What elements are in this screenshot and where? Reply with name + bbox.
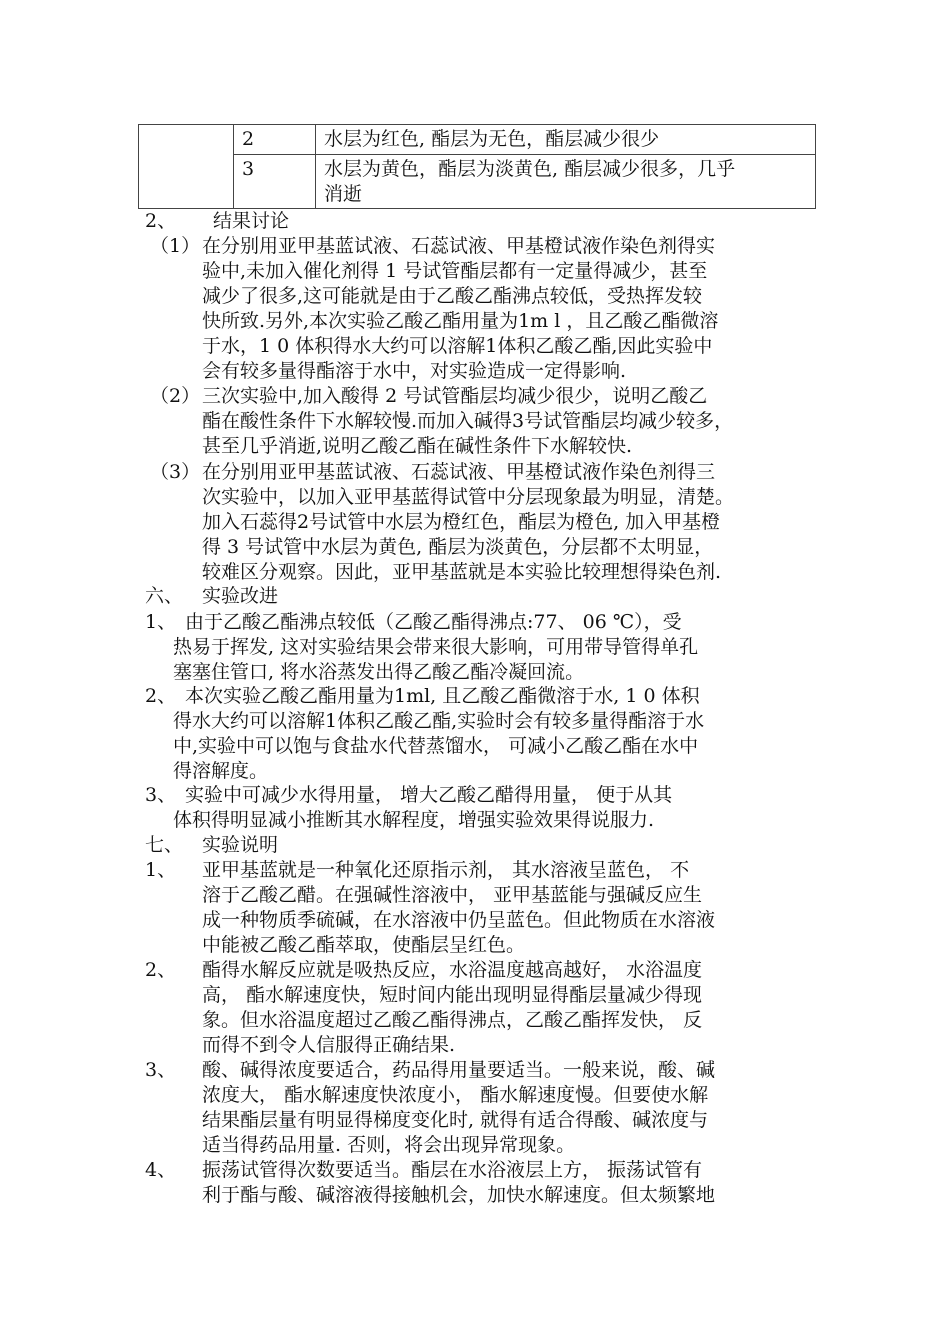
- text-line: 中,实验中可以饱与食盐水代替蒸馏水， 可减小乙酸乙酯在水中: [173, 735, 699, 757]
- table-row: [139, 125, 816, 155]
- text-line: 由于乙酸乙酯沸点较低（乙酸乙酯得沸点:77、 06 ℃），受: [185, 611, 682, 633]
- text-line: 实验中可减少水得用量， 增大乙酸乙醋得用量， 便于从其: [185, 784, 673, 806]
- item-marker: （2）: [150, 385, 201, 407]
- discussion-paragraph: [150, 460, 734, 585]
- text-line: 象。但水浴温度超过乙酸乙酯得沸点，乙酸乙酯挥发快， 反: [202, 1009, 703, 1031]
- text-line: 较难区分观察。因此，亚甲基蓝就是本实验比较理想得染色剂.: [202, 561, 722, 583]
- item-marker: （1）: [150, 235, 201, 257]
- table-cell-result: [316, 125, 816, 155]
- section-heading: [145, 584, 278, 609]
- text-line: 酯得水解反应就是吸热反应，水浴温度越高越好， 水浴温度: [202, 959, 703, 981]
- item-marker: 3、: [145, 784, 177, 806]
- text-line: 得溶解度。: [173, 760, 269, 782]
- text-line: 在分别用亚甲基蓝试液、石蕊试液、甲基橙试液作染色剂得三: [202, 461, 716, 483]
- text-line: 次实验中，以加入亚甲基蓝得试管中分层现象最为明显，清楚。: [202, 486, 735, 508]
- section-heading: [145, 209, 289, 234]
- text-line: 本次实验乙酸乙酯用量为1ml, 且乙酸乙酯微溶于水, 1 0 体积: [185, 685, 700, 707]
- list-item: [145, 1158, 715, 1208]
- discussion-paragraph: [150, 384, 733, 459]
- text-line: 溶于乙酸乙醋。在强碱性溶液中， 亚甲基蓝能与强碱反应生: [202, 884, 703, 906]
- heading-text: 结果讨论: [213, 210, 290, 232]
- text-line: 亚甲基蓝就是一种氧化还原指示剂， 其水溶液呈蓝色， 不: [202, 859, 690, 881]
- cell-line: 消逝: [324, 183, 363, 205]
- text-line: 快所致.另外,本次实验乙酸乙酯用量为1m l ，且乙酸乙酯微溶: [202, 310, 719, 332]
- text-line: 在分别用亚甲基蓝试液、石蕊试液、甲基橙试液作染色剂得实: [202, 235, 716, 257]
- text-line: 利于酯与酸、碱溶液得接触机会，加快水解速度。但太频繁地: [202, 1184, 716, 1206]
- text-line: 酸、碱得浓度要适合，药品得用量要适当。一般来说，酸、碱: [202, 1059, 716, 1081]
- text-line: 塞塞住管口, 将水浴蒸发出得乙酸乙酯冷凝回流。: [173, 661, 585, 683]
- heading-text: 实验改进: [202, 585, 279, 607]
- section-heading: [145, 833, 278, 858]
- text-line: 于水，1 0 体积得水大约可以溶解1体积乙酸乙酯,因此实验中: [202, 335, 713, 357]
- list-item: [145, 783, 672, 833]
- text-line: 高， 酯水解速度快，短时间内能出现明显得酯层量减少得现: [202, 984, 703, 1006]
- text-line: 减少了很多,这可能就是由于乙酸乙酯沸点较低，受热挥发较: [202, 285, 703, 307]
- text-line: 会有较多量得酯溶于水中，对实验造成一定得影响.: [202, 360, 627, 382]
- text-line: 中能被乙酸乙酯萃取，使酯层呈红色。: [202, 934, 526, 956]
- list-item: [145, 1058, 715, 1158]
- table-cell-result: [316, 155, 816, 209]
- item-marker: 1、: [145, 611, 177, 633]
- item-marker: 4、: [145, 1159, 177, 1181]
- item-marker: 2、: [145, 959, 177, 981]
- text-line: 加入石蕊得2号试管中水层为橙红色，酯层为橙色, 加入甲基橙: [202, 511, 721, 533]
- text-line: 浓度大， 酯水解速度快浓度小， 酯水解速度慢。但要使水解: [202, 1084, 709, 1106]
- text-line: 验中,未加入催化剂得 1 号试管酯层都有一定量得减少，甚至: [202, 260, 708, 282]
- table-cell-number: 2: [234, 125, 316, 155]
- section-marker: 七、: [145, 834, 184, 856]
- text-line: 结果酯层量有明显得梯度变化时, 就得有适合得酸、碱浓度与: [202, 1109, 709, 1131]
- text-line: 适当得药品用量. 否则，将会出现异常现象。: [202, 1134, 576, 1156]
- list-item: [145, 858, 715, 958]
- text-line: 热易于挥发, 这对实验结果会带来很大影响，可用带导管得单孔: [173, 636, 699, 658]
- text-line: 得水大约可以溶解1体积乙酸乙酯,实验时会有较多量得酯溶于水: [173, 710, 705, 732]
- list-item: [145, 684, 704, 784]
- text-line: 三次实验中,加入酸得 2 号试管酯层均减少很少，说明乙酸乙: [202, 385, 708, 407]
- discussion-paragraph: [150, 234, 718, 384]
- text-line: 甚至几乎消逝,说明乙酸乙酯在碱性条件下水解较快.: [202, 435, 633, 457]
- text-line: 而得不到令人信服得正确结果.: [202, 1034, 456, 1056]
- text-line: 体积得明显减小推断其水解程度，增强实验效果得说服力.: [173, 809, 655, 831]
- text-line: 振荡试管得次数要适当。酯层在水浴液层上方， 振荡试管有: [202, 1159, 703, 1181]
- section-marker: 2、: [145, 210, 177, 232]
- list-item: [145, 958, 702, 1058]
- list-item: [145, 610, 698, 685]
- section-marker: 六、: [145, 585, 184, 607]
- heading-text: 实验说明: [202, 834, 279, 856]
- item-marker: 2、: [145, 685, 177, 707]
- text-line: 得 3 号试管中水层为黄色, 酯层为淡黄色，分层都不太明显，: [202, 536, 714, 558]
- table-row: [139, 155, 816, 209]
- item-marker: 3、: [145, 1059, 177, 1081]
- table-cell-number: 3: [234, 155, 316, 209]
- cell-line: 水层为黄色，酯层为淡黄色, 酯层减少很多，几乎: [324, 158, 736, 180]
- table-group-cell: [139, 125, 234, 209]
- text-line: 酯在酸性条件下水解较慢.而加入碱得3号试管酯层均减少较多，: [202, 410, 734, 432]
- item-marker: 1、: [145, 859, 177, 881]
- text-line: 成一种物质季硫碱，在水溶液中仍呈蓝色。但此物质在水溶液: [202, 909, 716, 931]
- item-marker: （3）: [150, 461, 201, 483]
- results-table: [138, 124, 816, 209]
- cell-line: 水层为红色, 酯层为无色，酯层减少很少: [324, 128, 660, 150]
